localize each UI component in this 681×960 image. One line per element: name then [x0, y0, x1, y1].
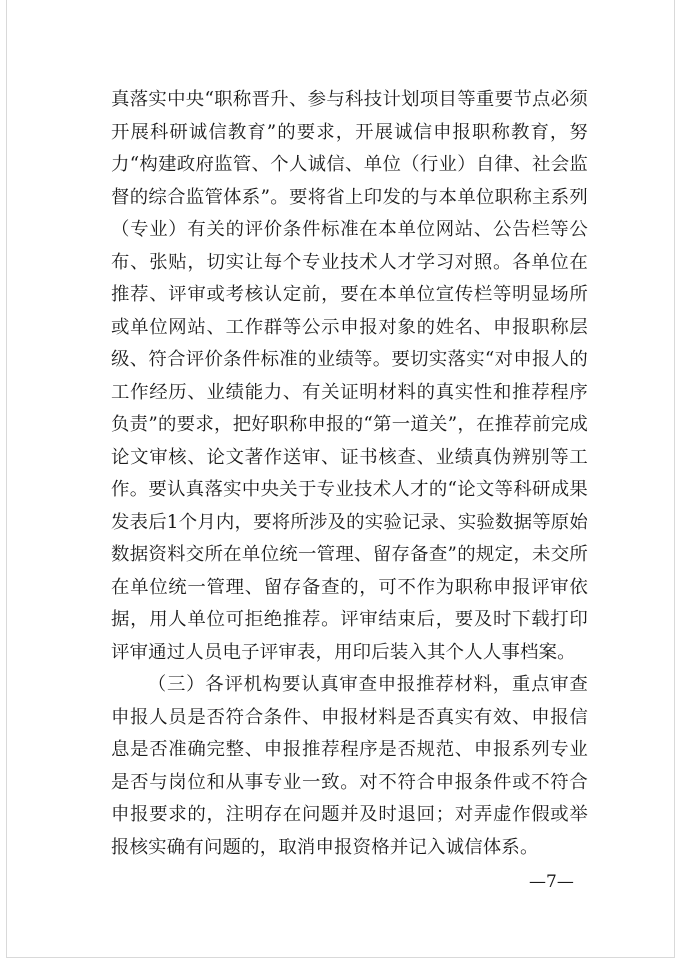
page-number: —7—	[529, 872, 574, 892]
paragraph-section-three: （三）各评机构要认真审查申报推荐材料，重点审查申报人员是否符合条件、申报材料是否真实有效、申报信息是否准确完整、申报推荐程序是否规范、申报系列专业是否与岗位和从事专业一致。对不符合申报条件或不符合申报要求的，注明存在问题并及时退回；对弄虚作假或举报核实确有问题的，取消申报资格并记入诚信体系。	[111, 674, 588, 858]
document-page	[6, 0, 675, 958]
paragraph-continuation: 真落实中央“职称晋升、参与科技计划项目等重要节点必须开展科研诚信教育”的要求，开展诚信申报职称教育，努力“构建政府监管、个人诚信、单位（行业）自律、社会监督的综合监管体系”。要将省上印发的与本单位职称主系列（专业）有关的评价条件标准在本单位网站、公告栏等公布、张贴，切实让每个专业技术人才学习对照。各单位在推荐、评审或考核认定前，要在本单位宣传栏等明显场所或单位网站、工作群等公示申报对象的姓名、申报职称层级、符合评价条件标准的业绩等。要切实落实“对申报人的工作经历、业绩能力、有关证明材料的真实性和推荐程序负责”的要求，把好职称申报的“第一道关”，在推荐前完成论文审核、论文著作送审、证书核查、业绩真伪辨别等工作。要认真落实中央关于专业技术人才的“论文等科研成果发表后1个月内，要将所涉及的实验记录、实验数据等原始数据资料交所在单位统一管理、留存备查”的规定，未交所在单位统一管理、留存备查的，可不作为职称申报评审依据，用人单位可拒绝推荐。评审结束后，要及时下载打印评审通过人员电子评审表，用印后装入其个人人事档案。	[111, 89, 588, 663]
document-body	[111, 84, 588, 864]
